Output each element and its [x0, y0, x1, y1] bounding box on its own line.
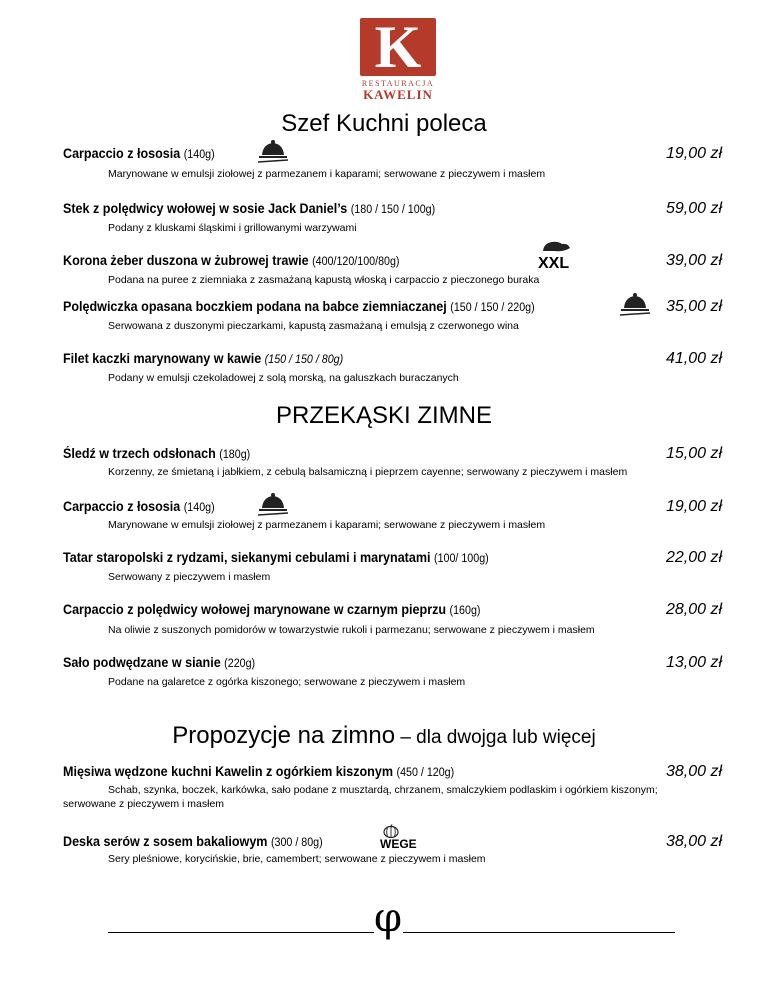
section-title-share: Propozycje na zimno – dla dwojga lub więcej: [172, 722, 596, 749]
item-price: 38,00 zł: [665, 763, 722, 780]
restaurant-logo: [358, 14, 438, 102]
wege-badge: WEGE: [380, 837, 417, 851]
footer-phi-symbol: φ: [374, 895, 403, 941]
item-name: Stek z polędwicy wołowej w sosie Jack Daniel’s (180 / 150 / 100g): [63, 201, 436, 216]
item-name: Carpaccio z łososia (140g): [63, 499, 215, 514]
item-price: 22,00 zł: [665, 549, 722, 566]
item-price: 15,00 zł: [665, 445, 722, 462]
footer-divider-right: [403, 932, 675, 933]
item-description: Podana na puree z ziemniaka z zasmażaną kapustą włoską i carpaccio z pieczonego buraka: [108, 274, 540, 286]
item-name: Sało podwędzane w sianie (220g): [63, 655, 256, 670]
item-name: Carpaccio z łososia (140g): [63, 146, 215, 161]
item-description: Serwowany z pieczywem i masłem: [108, 571, 271, 583]
item-description: Marynowane w emulsji ziołowej z parmezanem i kaparami; serwowane z pieczywem i masłem: [108, 519, 546, 531]
section-title-chef: Szef Kuchni poleca: [281, 110, 487, 137]
item-price: 41,00 zł: [665, 350, 722, 367]
item-name: Mięsiwa wędzone kuchni Kawelin z ogórkiem kiszonym (450 / 120g): [63, 764, 455, 779]
xxl-badge: XXL: [538, 255, 570, 272]
item-description: Marynowane w emulsji ziołowej z parmezanem i kaparami; serwowane z pieczywem i masłem: [108, 168, 546, 180]
item-description: Na oliwie z suszonych pomidorów w towarzystwie rukoli i parmezanu; serwowane z pieczywem i masłem: [108, 624, 595, 636]
item-price: 28,00 zł: [665, 601, 722, 618]
item-name: Tatar staropolski z rydzami, siekanymi cebulami i marynatami (100/ 100g): [63, 550, 489, 565]
item-description: Sery pleśniowe, korycińskie, brie, camembert; serwowane z pieczywem i masłem: [108, 853, 486, 865]
item-name: Deska serów z sosem bakaliowym (300 / 80g): [63, 834, 323, 849]
logo-letter: K: [374, 14, 422, 80]
item-price: 59,00 zł: [665, 200, 722, 217]
section-title-cold: PRZEKĄSKI ZIMNE: [275, 402, 493, 429]
cloche-icon: [256, 491, 290, 519]
item-price: 13,00 zł: [665, 654, 722, 671]
meat-icon: [540, 239, 572, 253]
item-description: Podany z kluskami śląskimi i grillowanymi warzywami: [108, 222, 357, 234]
item-name: Filet kaczki marynowany w kawie (150 / 150 / 80g): [63, 351, 344, 366]
cloche-icon: [256, 138, 290, 166]
item-price: 19,00 zł: [665, 145, 722, 162]
item-description: Podane na galaretce z ogórka kiszonego; serwowane z pieczywem i masłem: [108, 676, 466, 688]
item-price: 39,00 zł: [665, 252, 722, 269]
logo-subtitle: RESTAURACJA: [361, 79, 435, 88]
item-price: 38,00 zł: [665, 833, 722, 850]
item-price: 35,00 zł: [665, 298, 722, 315]
item-description: Schab, szynka, boczek, karkówka, sało podane z musztardą, chrzanem, smalczykiem podlaskim i ogórkiem kiszonym; serwowane z pieczywem i masłem: [63, 784, 658, 810]
item-description: Podany w emulsji czekoladowej z solą morską, na galuszkach buraczanych: [108, 372, 459, 384]
item-name: Korona żeber duszona w żubrowej trawie (400/120/100/80g): [63, 253, 400, 268]
item-name: Polędwiczka opasana boczkiem podana na babce ziemniaczanej (150 / 150 / 220g): [63, 299, 535, 314]
item-name: Carpaccio z polędwicy wołowej marynowane w czarnym pieprzu (160g): [63, 602, 481, 617]
item-price: 19,00 zł: [665, 498, 722, 515]
item-description: Serwowana z duszonymi pieczarkami, kapustą zasmażaną i emulsją z czerwonego wina: [108, 320, 519, 332]
logo-name: KAWELIN: [363, 87, 433, 102]
logo-emblem: [360, 14, 436, 80]
pumpkin-icon: [383, 824, 399, 838]
footer-divider-left: [108, 932, 374, 933]
item-description: Korzenny, ze śmietaną i jabłkiem, z cebulą balsamiczną i pieprzem cayenne; serwowany z pieczywem i masłem: [108, 466, 628, 478]
cloche-icon: [618, 291, 652, 319]
item-name: Śledź w trzech odsłonach (180g): [63, 446, 251, 461]
